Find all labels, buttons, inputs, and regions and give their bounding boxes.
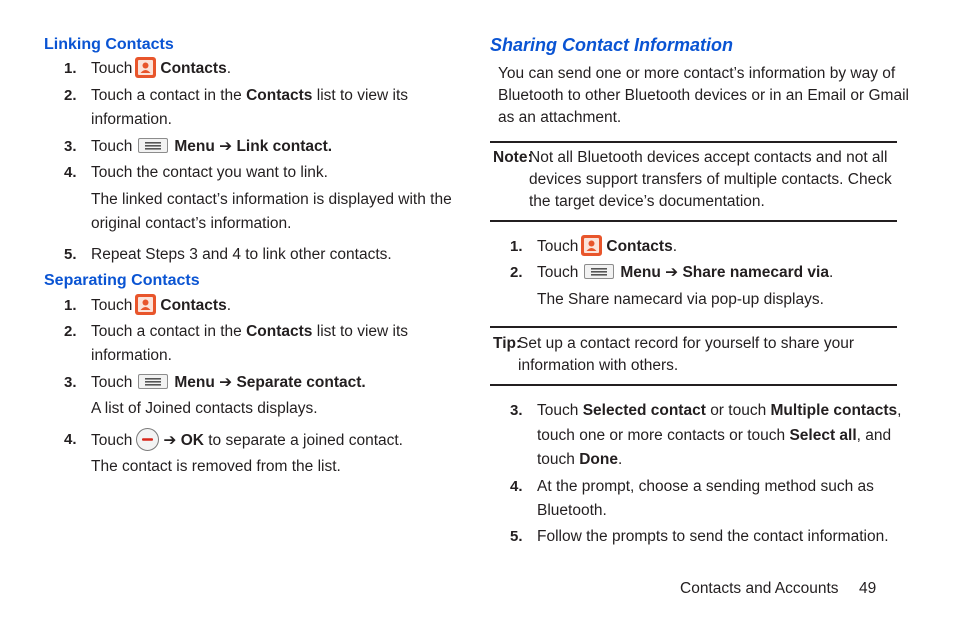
step-subtext: The Share namecard via pop-up displays.: [537, 291, 824, 308]
menu-icon: [584, 264, 614, 279]
menu-icon: [138, 138, 168, 153]
step-text: Touch Menu ➔ Share namecard via.: [537, 264, 834, 281]
step-subtext: The contact is removed from the list.: [91, 458, 341, 475]
step-text: Follow the prompts to send the contact information.: [537, 528, 889, 545]
step-text-continued: Bluetooth.: [537, 502, 607, 519]
step-text: Touch Contacts.: [91, 294, 231, 318]
tip-line: information with others.: [518, 357, 679, 374]
step-subtext: original contact’s information.: [91, 215, 292, 232]
step-number: 1.: [64, 60, 77, 77]
step-text: Touch Contacts.: [91, 57, 231, 81]
step-text: Touch the contact you want to link.: [91, 164, 328, 181]
step-text-continued: information.: [91, 111, 172, 128]
step-number: 5.: [64, 246, 77, 263]
intro-line: Bluetooth to other Bluetooth devices or in an Email or Gmail: [498, 87, 909, 104]
intro-line: You can send one or more contact’s information by way of: [498, 65, 896, 82]
step-text: Touch Contacts.: [537, 235, 677, 259]
step-number: 4.: [64, 164, 77, 181]
step-text: Touch Selected contact or touch Multiple contacts,: [537, 402, 902, 419]
menu-icon: [138, 374, 168, 389]
note-line: devices support transfers of multiple contacts. Check: [529, 171, 892, 188]
contacts-icon: [581, 235, 602, 256]
minus-circle-icon: [136, 428, 159, 451]
note-line: Not all Bluetooth devices accept contacts and not all: [529, 149, 888, 166]
note-top-rule: [490, 141, 897, 143]
step-text: Repeat Steps 3 and 4 to link other contacts.: [91, 246, 392, 263]
step-text-continued: touch Done.: [537, 451, 623, 468]
tip-top-rule: [490, 326, 897, 328]
step-number: 3.: [64, 138, 77, 155]
contacts-icon: [135, 57, 156, 78]
step-text: Touch ➔ OK to separate a joined contact.: [91, 428, 403, 453]
intro-line: as an attachment.: [498, 109, 622, 126]
footer-section-title: Contacts and Accounts: [680, 580, 839, 597]
step-text-continued: information.: [91, 347, 172, 364]
note-label: Note:: [493, 149, 533, 166]
step-text: Touch Menu ➔ Link contact.: [91, 138, 333, 155]
step-number: 4.: [510, 478, 523, 495]
step-number: 2.: [64, 87, 77, 104]
tip-line: Set up a contact record for yourself to share your: [518, 335, 855, 352]
step-text: Touch Menu ➔ Separate contact.: [91, 374, 366, 391]
tip-bottom-rule: [490, 384, 897, 386]
step-number: 2.: [64, 323, 77, 340]
step-number: 2.: [510, 264, 523, 281]
step-number: 1.: [64, 297, 77, 314]
contacts-icon: [135, 294, 156, 315]
step-number: 3.: [64, 374, 77, 391]
step-text: At the prompt, choose a sending method such as: [537, 478, 874, 495]
step-number: 1.: [510, 238, 523, 255]
step-subtext: The linked contact’s information is displayed with the: [91, 191, 452, 208]
separating-contacts-heading: Separating Contacts: [44, 272, 200, 289]
step-number: 4.: [64, 431, 77, 448]
step-subtext: A list of Joined contacts displays.: [91, 400, 318, 417]
step-number: 3.: [510, 402, 523, 419]
note-line: the target device’s documentation.: [529, 193, 765, 210]
note-bottom-rule: [490, 220, 897, 222]
footer-page-number: 49: [859, 580, 877, 597]
step-text: Touch a contact in the Contacts list to view its: [91, 87, 409, 104]
step-text: Touch a contact in the Contacts list to view its: [91, 323, 409, 340]
sharing-contact-information-heading: Sharing Contact Information: [490, 35, 733, 55]
step-number: 5.: [510, 528, 523, 545]
tip-label: Tip:: [493, 335, 522, 352]
linking-contacts-heading: Linking Contacts: [44, 36, 174, 53]
step-text-continued: touch one or more contacts or touch Select all, and: [537, 427, 892, 444]
